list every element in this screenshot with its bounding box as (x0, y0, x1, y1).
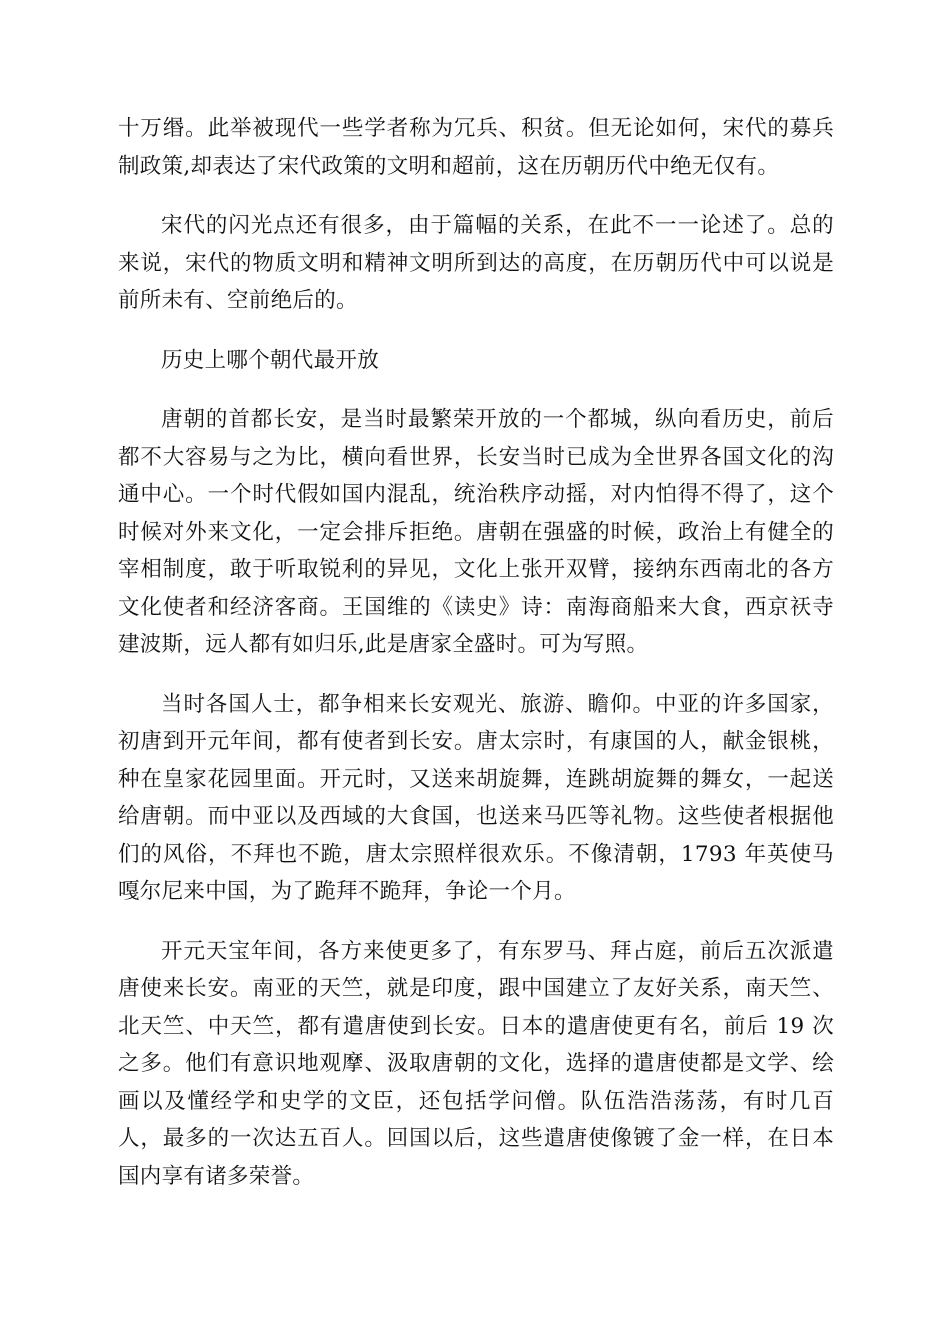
paragraph-tang-changan: 唐朝的首都长安，是当时最繁荣开放的一个都城，纵向看历史，前后都不大容易与之为比，横向看世界，长安当时已成为全世界各国文化的沟通中心。一个时代假如国内混乱，统治秩序动摇，对内怕得不得了，这个时候对外来文化，一定会排斥拒绝。唐朝在强盛的时候，政治上有健全的宰相制度，敢于听取锐利的异见，文化上张开双臂，接纳东西南北的各方文化使者和经济客商。王国维的《读史》诗：南海商船来大食，西京祆寺建波斯，远人都有如归乐,此是唐家全盛时。可为写照。 (118, 407, 834, 657)
section-heading: 历史上哪个朝代最开放 (161, 347, 380, 373)
paragraph-foreign-visitors: 当时各国人士，都争相来长安观光、旅游、瞻仰。中亚的许多国家，初唐到开元年间，都有使者到长安。唐太宗时，有康国的人，献金银桃，种在皇家花园里面。开元时，又送来胡旋舞，连跳胡旋舞的舞女，一起送给唐朝。而中亚以及西域的大食国，也送来马匹等礼物。这些使者根据他们的风俗，不拜也不跪，唐太宗照样很欢乐。不像清朝，1793 年英使马嘎尔尼来中国，为了跪拜不跪拜，争论一个月。 (118, 691, 834, 904)
paragraph-song-achievements: 宋代的闪光点还有很多，由于篇幅的关系，在此不一一论述了。总的来说，宋代的物质文明和精神文明所到达的高度，在历朝历代中可以说是前所未有、空前绝后的。 (118, 213, 834, 313)
paragraph-song-military-policy: 十万缗。此举被现代一些学者称为冗兵、积贫。但无论如何，宋代的募兵制政策,却表达了宋代政策的文明和超前，这在历朝历代中绝无仅有。 (118, 116, 834, 179)
document-page (118, 110, 834, 1217)
paragraph-kaiyuan-envoys: 开元天宝年间，各方来使更多了，有东罗马、拜占庭，前后五次派遣唐使来长安。南亚的天竺，就是印度，跟中国建立了友好关系，南天竺、北天竺、中天竺，都有遣唐使到长安。日本的遣唐使更有名，前后 19 次之多。他们有意识地观摩、汲取唐朝的文化，选择的遣唐使都是文学、绘画以及懂经学和史学的文臣，还包括学问僧。队伍浩浩荡荡，有时几百人，最多的一次达五百人。回国以后，这些遣唐使像镀了金一样，在日本国内享有诸多荣誉。 (118, 938, 834, 1189)
